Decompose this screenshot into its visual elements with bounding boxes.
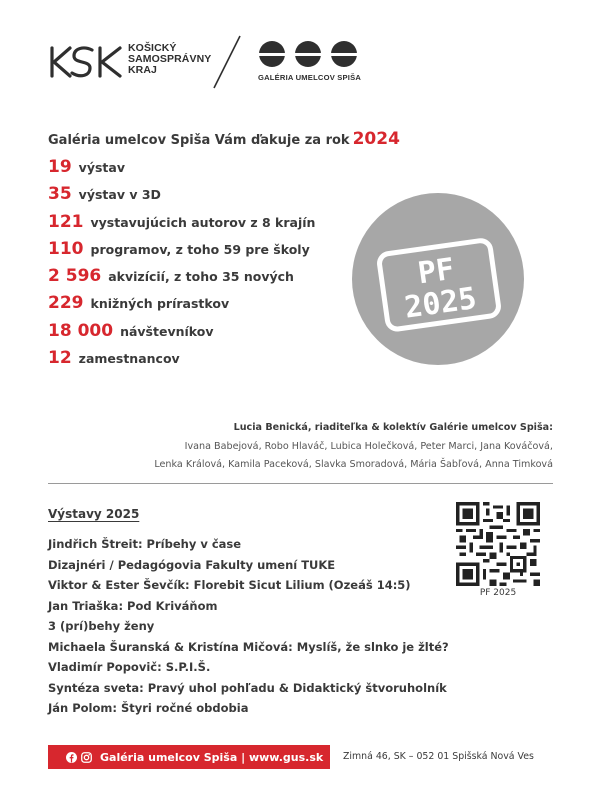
pf-2025-badge	[352, 193, 524, 365]
stat-number: 35	[48, 184, 72, 205]
thanks-text: Galéria umelcov Spiša Vám ďakuje za rok	[48, 133, 350, 148]
stat-visitors	[48, 321, 315, 348]
stat-exhibitions	[48, 157, 315, 184]
stat-label: výstav v 3D	[78, 187, 161, 203]
exhibition-item: 3 (prí)behy ženy	[48, 619, 155, 633]
stat-number: 18 000	[48, 320, 114, 341]
gus-logo-text: GALÉRIA UMELCOV SPIŠA	[258, 73, 362, 82]
qr-code-icon[interactable]	[456, 502, 540, 586]
stat-authors	[48, 212, 315, 239]
stats-list	[48, 157, 315, 375]
ksk-logo-icon	[48, 40, 124, 84]
stat-number: 121	[48, 211, 84, 232]
thanks-year: 2024	[352, 129, 400, 149]
stat-label: knižných prírastkov	[90, 296, 230, 312]
stat-employees	[48, 348, 315, 375]
stat-label: výstav	[78, 160, 125, 175]
stat-number: 229	[48, 293, 84, 314]
instagram-icon[interactable]	[81, 752, 92, 763]
stat-acquisitions	[48, 266, 315, 293]
exhibition-item: Dizajnéri / Pedagógovia Fakulty umení TUKE	[48, 557, 336, 572]
stat-number: 2 596	[48, 266, 102, 287]
exhibition-item: Jindřich Štreit: Príbehy v čase	[48, 537, 242, 551]
ksk-logo-text: KOŠICKÝ SAMOSPRÁVNY KRAJ	[128, 42, 212, 76]
stat-number: 110	[48, 238, 84, 259]
stat-label: vystavujúcich autorov z 8 krajín	[90, 214, 316, 230]
facebook-icon[interactable]	[66, 752, 77, 763]
team-members-line-1: Ivana Babejová, Robo Hlaváč, Lubica Holečková, Peter Marci, Jana Kováčová,	[184, 441, 553, 452]
thanks-heading	[48, 129, 400, 149]
stat-label: akvizícií, z toho 35 nových	[108, 269, 294, 285]
exhibition-item: Ján Polom: Štyri ročné obdobia	[48, 701, 249, 715]
gus-logo-icon	[258, 40, 358, 68]
exhibition-item: Michaela Šuranská & Kristína Mičová: Myslíš, že slnko je žlté?	[48, 639, 449, 654]
stat-label: návštevníkov	[120, 323, 214, 339]
exhibition-item: Syntéza sveta: Pravý uhol pohľadu & Didaktický štvoruholník	[48, 680, 447, 695]
stat-label: zamestnancov	[78, 351, 180, 367]
section-divider	[48, 483, 553, 484]
qr-caption: PF 2025	[479, 588, 517, 598]
divider-slash	[210, 34, 244, 90]
team-members-line-2: Lenka Králová, Kamila Paceková, Slavka Smoradová, Mária Šabľová, Anna Timková	[154, 459, 553, 470]
stat-label: programov, z toho 59 pre školy	[90, 241, 310, 257]
stat-books	[48, 293, 315, 320]
stat-number: 12	[48, 348, 72, 369]
pf-badge-bottom: 2025	[402, 280, 479, 326]
exhibitions-title: Výstavy 2025	[48, 507, 140, 521]
footer-bar[interactable]	[48, 745, 330, 769]
exhibition-item: Vladimír Popovič: S.P.I.Š.	[48, 660, 211, 674]
exhibition-item: Viktor & Ester Ševčík: Florebit Sicut Lilium (Ozeáš 14:5)	[48, 578, 411, 592]
exhibition-item: Jan Triaška: Pod Kriváňom	[48, 598, 218, 613]
stat-programs	[48, 239, 315, 266]
stat-3d-exhibitions	[48, 184, 315, 211]
stat-number: 19	[48, 157, 72, 177]
exhibitions-list	[48, 537, 449, 722]
team-heading: Lucia Benická, riaditeľka & kolektív Galérie umelcov Spiša:	[233, 422, 553, 433]
pf-badge-top: PF	[415, 251, 457, 292]
footer-website-text[interactable]: Galéria umelcov Spiša | www.gus.sk	[100, 750, 324, 764]
footer-address: Zimná 46, SK – 052 01 Spišská Nová Ves	[343, 751, 534, 762]
